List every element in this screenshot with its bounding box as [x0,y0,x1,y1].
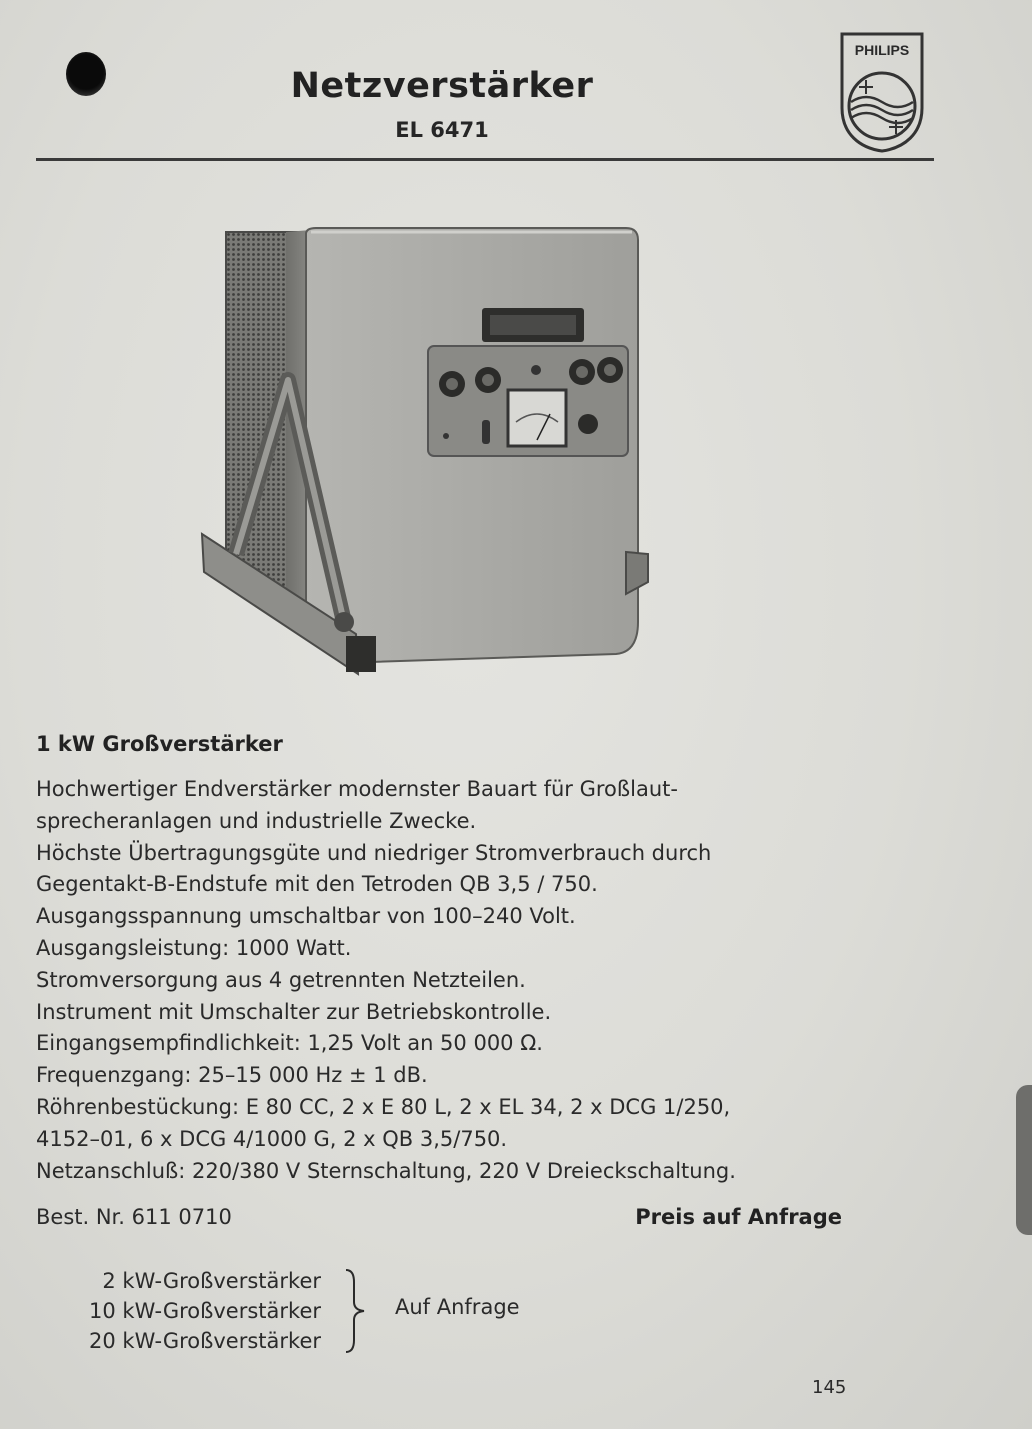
variant-list [36,1266,321,1356]
description-line: Instrument mit Umschalter zur Betriebskontrolle. [36,999,552,1024]
product-heading: 1 kW Großverstärker [36,732,283,756]
price-note: Preis auf Anfrage [635,1205,842,1229]
page-number: 145 [812,1377,847,1398]
product-description [36,774,856,1187]
description-line: Hochwertiger Endverstärker modernster Bauart für Großlaut- [36,777,678,801]
model-number: EL 6471 [395,118,489,142]
variant-item: 2 kW-Großverstärker [102,1269,321,1293]
philips-logo [836,30,928,154]
right-brace [340,1266,370,1356]
variant-item: 10 kW-Großverstärker [89,1299,321,1323]
description-line: Eingangsempfindlichkeit: 1,25 Volt an 50 000 Ω. [36,1031,543,1056]
svg-text:PHILIPS: PHILIPS [854,42,910,58]
description-line: Höchste Übertragungsgüte und niedriger Stromverbrauch durch [36,840,712,865]
index-tab [1016,1085,1032,1235]
variants-availability: Auf Anfrage [395,1295,520,1319]
description-line: Stromversorgung aus 4 getrennten Netzteilen. [36,967,526,992]
description-line: Frequenzgang: 25–15 000 Hz ± 1 dB. [36,1063,428,1088]
description-line: Röhrenbestückung: E 80 CC, 2 x E 80 L, 2 x EL 34, 2 x DCG 1/250, [36,1094,731,1119]
variant-item: 20 kW-Großverstärker [89,1329,321,1353]
amplifier-photo [196,222,660,678]
description-line: Ausgangsspannung umschaltbar von 100–240 Volt. [36,904,576,929]
order-number: Best. Nr. 611 0710 [36,1205,232,1229]
description-line: Gegentakt-B-Endstufe mit den Tetroden QB 3,5 / 750. [36,872,598,897]
page-title: Netzverstärker [290,66,594,106]
description-line: Netzanschluß: 220/380 V Sternschaltung, 220 V Dreieckschaltung. [36,1158,736,1183]
description-line: Ausgangsleistung: 1000 Watt. [36,935,352,960]
description-line: 4152–01, 6 x DCG 4/1000 G, 2 x QB 3,5/750. [36,1126,508,1151]
header-rule [36,158,934,161]
description-line: sprecheranlagen und industrielle Zwecke. [36,808,477,833]
